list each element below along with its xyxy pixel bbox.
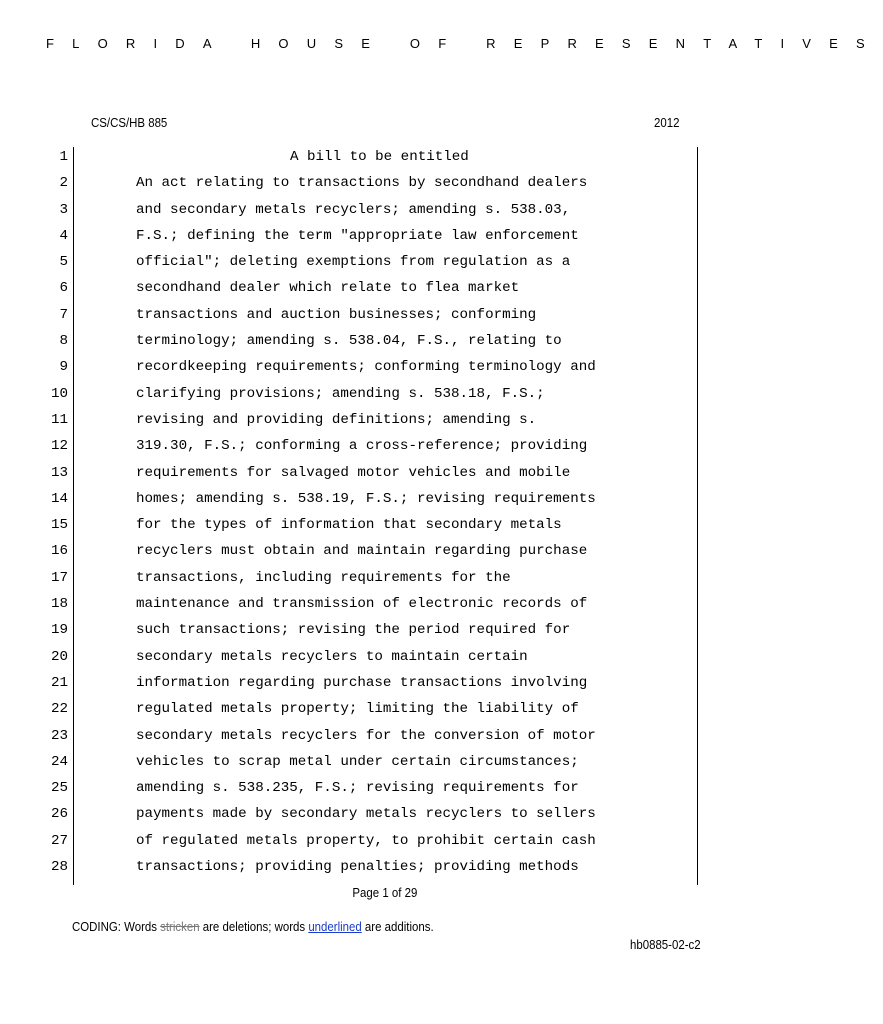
bill-line bbox=[0, 173, 770, 199]
line-number: 17 bbox=[50, 569, 68, 586]
line-number: 15 bbox=[50, 517, 68, 534]
line-number: 8 bbox=[59, 333, 68, 350]
line-number: 23 bbox=[50, 727, 68, 744]
bill-line bbox=[0, 804, 770, 830]
line-text: secondary metals recyclers to maintain certain bbox=[136, 648, 528, 665]
bill-line bbox=[0, 147, 770, 173]
line-number: 3 bbox=[59, 201, 68, 218]
line-text: of regulated metals property, to prohibit certain cash bbox=[136, 832, 596, 849]
bill-id: CS/CS/HB 885 bbox=[91, 115, 168, 130]
line-number: 16 bbox=[50, 543, 68, 560]
bill-line bbox=[0, 541, 770, 567]
line-text: regulated metals property; limiting the liability of bbox=[136, 701, 579, 718]
bill-line bbox=[0, 252, 770, 278]
chamber-header: FLORIDA HOUSE OF REPRESENTATIVES bbox=[46, 36, 883, 51]
line-text: such transactions; revising the period required for bbox=[136, 622, 571, 639]
line-number: 24 bbox=[50, 753, 68, 770]
line-number: 12 bbox=[50, 438, 68, 455]
line-text: homes; amending s. 538.19, F.S.; revising requirements bbox=[136, 490, 596, 507]
line-text: recyclers must obtain and maintain regarding purchase bbox=[136, 543, 588, 560]
bill-line bbox=[0, 489, 770, 515]
line-number: 11 bbox=[50, 411, 68, 428]
bill-line bbox=[0, 620, 770, 646]
bill-line bbox=[0, 726, 770, 752]
line-text: transactions; providing penalties; providing methods bbox=[136, 859, 579, 876]
line-number: 9 bbox=[59, 359, 68, 376]
bill-line bbox=[0, 778, 770, 804]
line-text: requirements for salvaged motor vehicles and mobile bbox=[136, 464, 571, 481]
line-number: 4 bbox=[59, 227, 68, 244]
coding-prefix: CODING: Words bbox=[72, 919, 161, 934]
bill-line bbox=[0, 410, 770, 436]
line-text: amending s. 538.235, F.S.; revising requirements for bbox=[136, 780, 579, 797]
bill-line bbox=[0, 226, 770, 252]
session-year: 2012 bbox=[654, 115, 680, 130]
bill-line bbox=[0, 568, 770, 594]
bill-line bbox=[0, 200, 770, 226]
page-label: Page 1 of 29 bbox=[352, 885, 418, 900]
line-text: secondhand dealer which relate to flea market bbox=[136, 280, 520, 297]
line-text: information regarding purchase transactions involving bbox=[136, 674, 588, 691]
line-text: payments made by secondary metals recyclers to sellers bbox=[136, 806, 596, 823]
line-text: clarifying provisions; amending s. 538.18, F.S.; bbox=[136, 385, 545, 402]
line-text: terminology; amending s. 538.04, F.S., relating to bbox=[136, 333, 562, 350]
bill-title: A bill to be entitled bbox=[290, 149, 469, 165]
bill-line bbox=[0, 331, 770, 357]
line-text: secondary metals recyclers for the conversion of motor bbox=[136, 727, 596, 744]
coding-middle: are deletions; words bbox=[199, 919, 309, 934]
bill-line bbox=[0, 357, 770, 383]
line-number: 10 bbox=[50, 385, 68, 402]
line-number: 26 bbox=[50, 806, 68, 823]
bill-line bbox=[0, 515, 770, 541]
coding-legend bbox=[72, 919, 434, 934]
line-number: 18 bbox=[50, 596, 68, 613]
bill-line bbox=[0, 857, 770, 883]
line-number: 19 bbox=[50, 622, 68, 639]
line-number: 1 bbox=[59, 149, 68, 165]
line-number: 13 bbox=[50, 464, 68, 481]
line-number: 21 bbox=[50, 674, 68, 691]
bill-line bbox=[0, 278, 770, 304]
line-text: and secondary metals recyclers; amending s. 538.03, bbox=[136, 201, 571, 218]
line-text: An act relating to transactions by secondhand dealers bbox=[136, 175, 588, 192]
line-text: transactions and auction businesses; conforming bbox=[136, 306, 537, 323]
line-number: 7 bbox=[59, 306, 68, 323]
line-number: 20 bbox=[50, 648, 68, 665]
line-number: 22 bbox=[50, 701, 68, 718]
line-number: 6 bbox=[59, 280, 68, 297]
bill-line bbox=[0, 752, 770, 778]
coding-stricken-sample: stricken bbox=[160, 919, 200, 934]
bill-line bbox=[0, 436, 770, 462]
line-number: 25 bbox=[50, 780, 68, 797]
line-number: 14 bbox=[50, 490, 68, 507]
page-number bbox=[0, 885, 770, 900]
bill-line bbox=[0, 673, 770, 699]
bill-line bbox=[0, 831, 770, 857]
line-number: 2 bbox=[59, 175, 68, 192]
line-text: vehicles to scrap metal under certain circumstances; bbox=[136, 753, 579, 770]
line-text: official"; deleting exemptions from regulation as a bbox=[136, 254, 571, 271]
line-number: 27 bbox=[50, 832, 68, 849]
bill-line bbox=[0, 699, 770, 725]
line-text: recordkeeping requirements; conforming terminology and bbox=[136, 359, 596, 376]
coding-suffix: are additions. bbox=[361, 919, 434, 934]
line-text: 319.30, F.S.; conforming a cross-reference; providing bbox=[136, 438, 588, 455]
bill-line bbox=[0, 384, 770, 410]
bill-line bbox=[0, 594, 770, 620]
line-text: F.S.; defining the term "appropriate law enforcement bbox=[136, 227, 579, 244]
bill-line bbox=[0, 305, 770, 331]
bill-line bbox=[0, 647, 770, 673]
line-text: for the types of information that secondary metals bbox=[136, 517, 562, 534]
document-id: hb0885-02-c2 bbox=[630, 937, 701, 952]
bill-text bbox=[0, 147, 770, 883]
line-text: transactions, including requirements for the bbox=[136, 569, 511, 586]
line-number: 5 bbox=[59, 254, 68, 271]
line-number: 28 bbox=[50, 859, 68, 876]
line-text: maintenance and transmission of electronic records of bbox=[136, 596, 588, 613]
bill-line bbox=[0, 463, 770, 489]
line-text: revising and providing definitions; amending s. bbox=[136, 411, 537, 428]
coding-underlined-sample: underlined bbox=[308, 919, 362, 934]
